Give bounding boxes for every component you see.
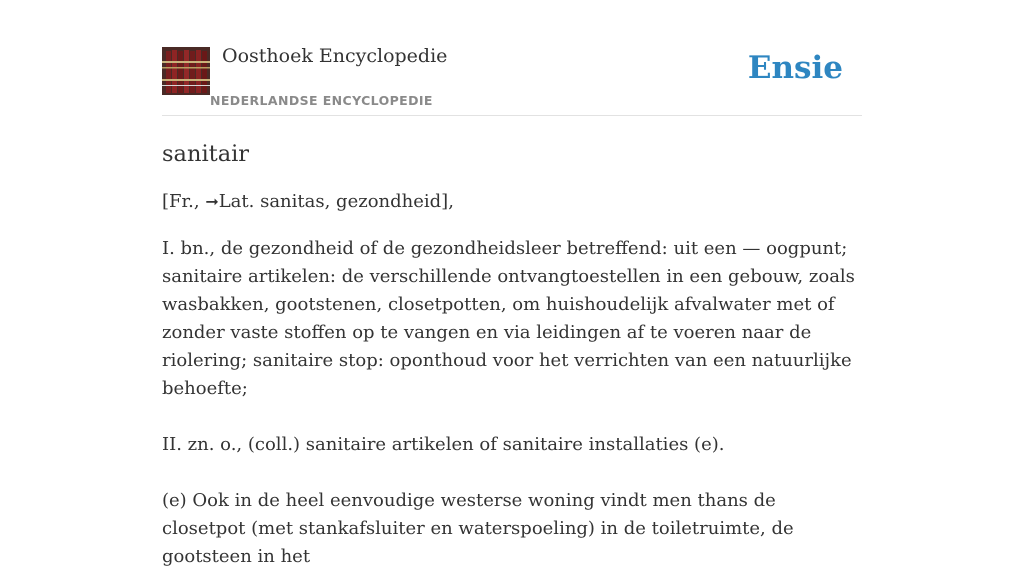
reference-arrow-icon: ➞ xyxy=(205,192,219,211)
definition-paragraph-2: II. zn. o., (coll.) sanitaire artikelen of sanitaire installaties (e). xyxy=(162,434,725,455)
definition-paragraph-1: I. bn., de gezondheid of de gezondheidsleer betreffend: uit een — oogpunt; sanitaire artikelen: de verschillende ontvangtoestellen in een gebouw, zoals wasbakken, gootstenen, closetpotten, om huishoudelijk afvalwater met of zonder vaste stoffen op te vangen en via leidingen af te voeren naar de riolering; sanitaire stop: oponthoud voor het verrichten van een natuurlijke behoefte; xyxy=(162,238,855,399)
entry-content xyxy=(162,138,862,571)
site-header xyxy=(162,44,862,116)
encyclopedia-books-logo[interactable] xyxy=(162,47,210,95)
books-image xyxy=(162,47,210,95)
ensie-brand-link[interactable]: Ensie xyxy=(747,50,843,86)
etymology-text: Lat. sanitas, gezondheid], xyxy=(218,191,454,212)
etymology xyxy=(162,188,862,216)
site-tagline: NEDERLANDSE ENCYCLOPEDIE xyxy=(210,93,433,108)
etymology-prefix: [Fr., xyxy=(162,191,206,212)
site-name-link[interactable]: Oosthoek Encyclopedie xyxy=(222,45,448,67)
entry-title: sanitair xyxy=(162,141,250,167)
definition-paragraph-3: (e) Ook in de heel eenvoudige westerse woning vindt men thans de closetpot (met stankafsluiter en waterspoeling) in de toiletruimte, de gootsteen in het xyxy=(162,490,794,567)
